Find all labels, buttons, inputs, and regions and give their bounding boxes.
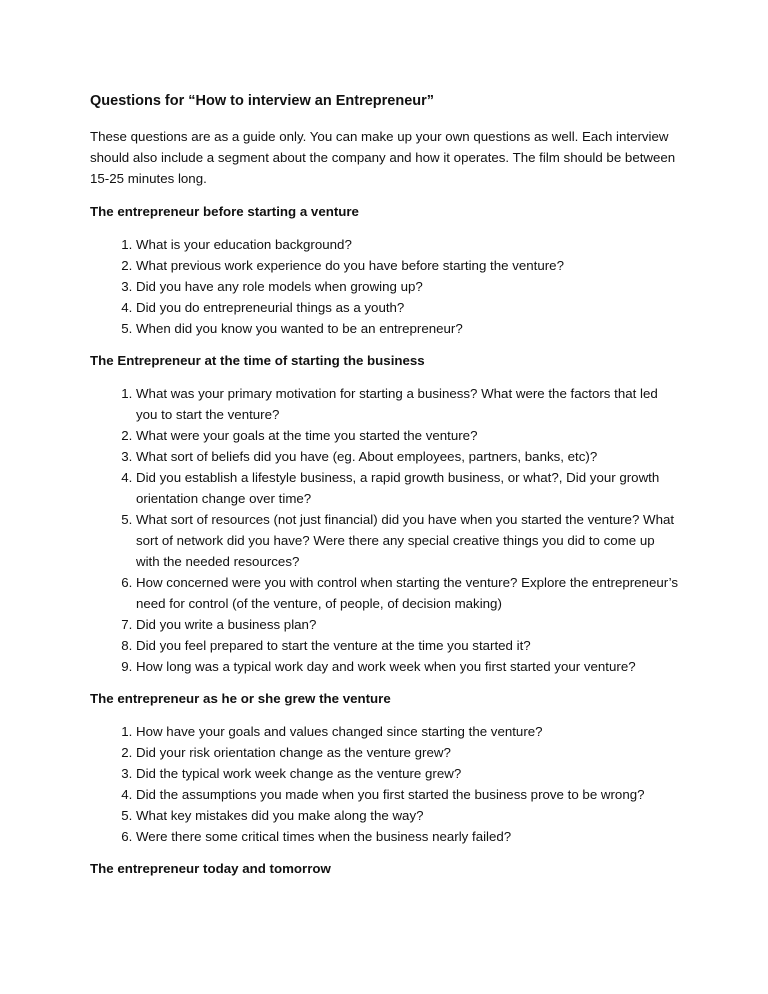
question-item: 2. What previous work experience do you have before starting the venture? bbox=[136, 255, 680, 276]
question-item: 5. What sort of resources (not just financial) did you have when you started the venture? What sort of network did you have? Were there any special creative things you did to come up with the needed resources? bbox=[136, 509, 680, 572]
question-item: 5. What key mistakes did you make along the way? bbox=[136, 805, 680, 826]
intro-paragraph: These questions are as a guide only. You can make up your own questions as well. Each interview should also include a segment about the company and how it operates. The film should be between 15-25 minutes long. bbox=[90, 129, 676, 186]
question-item: 7. Did you write a business plan? bbox=[136, 614, 680, 635]
question-item: 9. How long was a typical work day and work week when you first started your venture? bbox=[136, 656, 680, 677]
question-item: 1. How have your goals and values changed since starting the venture? bbox=[136, 721, 680, 742]
question-item: 5. When did you know you wanted to be an entrepreneur? bbox=[136, 318, 680, 339]
question-item: 6. How concerned were you with control when starting the venture? Explore the entrepreneur’s need for control (of the venture, of people, of decision making) bbox=[136, 572, 680, 614]
question-item: 4. Did you do entrepreneurial things as a youth? bbox=[136, 297, 680, 318]
section-heading-growing-venture: The entrepreneur as he or she grew the venture bbox=[90, 691, 391, 706]
section-heading-starting-business: The Entrepreneur at the time of starting the business bbox=[90, 353, 425, 368]
section-heading-today-tomorrow: The entrepreneur today and tomorrow bbox=[90, 861, 331, 876]
document-page bbox=[90, 90, 680, 891]
question-list-growing-venture bbox=[90, 721, 680, 847]
question-item: 4. Did the assumptions you made when you first started the business prove to be wrong? bbox=[136, 784, 680, 805]
question-item: 6. Were there some critical times when the business nearly failed? bbox=[136, 826, 680, 847]
question-item: 2. What were your goals at the time you started the venture? bbox=[136, 425, 680, 446]
question-item: 1. What was your primary motivation for starting a business? What were the factors that led you to start the venture? bbox=[136, 383, 680, 425]
question-list-before-venture bbox=[90, 234, 680, 339]
question-item: 3. What sort of beliefs did you have (eg. About employees, partners, banks, etc)? bbox=[136, 446, 680, 467]
document-title: Questions for “How to interview an Entrepreneur” bbox=[90, 93, 435, 109]
question-item: 2. Did your risk orientation change as the venture grew? bbox=[136, 742, 680, 763]
question-item: 3. Did the typical work week change as the venture grew? bbox=[136, 763, 680, 784]
question-item: 1. What is your education background? bbox=[136, 234, 680, 255]
question-item: 4. Did you establish a lifestyle business, a rapid growth business, or what?, Did your growth orientation change over time? bbox=[136, 467, 680, 509]
question-list-starting-business bbox=[90, 383, 680, 677]
question-item: 3. Did you have any role models when growing up? bbox=[136, 276, 680, 297]
section-heading-before-venture: The entrepreneur before starting a venture bbox=[90, 204, 359, 219]
question-item: 8. Did you feel prepared to start the venture at the time you started it? bbox=[136, 635, 680, 656]
